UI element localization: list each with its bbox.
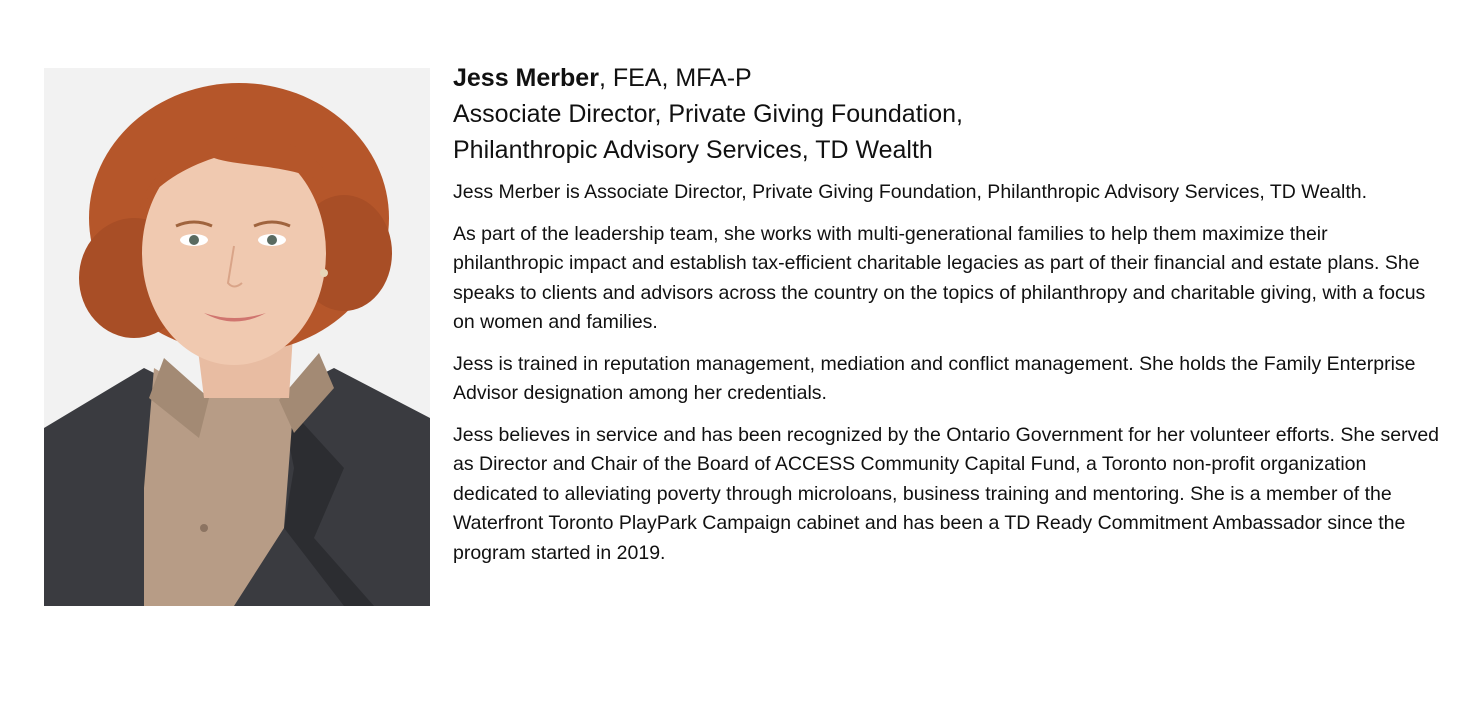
bio-paragraph-role: As part of the leadership team, she works with multi-generational families to help them maximize their philanthropic impact and establish tax-efficient charitable legacies as part of their financial and estate plans. She speaks to clients and advisors across the country on the topics of philanthropy and charitable giving, with a focus on women and families. <box>453 222 1426 333</box>
profile-header <box>453 60 1443 168</box>
job-title-line-2: Philanthropic Advisory Services, TD Wealth <box>453 136 933 164</box>
iris-right <box>267 235 277 245</box>
bio-section <box>453 60 1443 580</box>
blouse-button <box>200 524 208 532</box>
profile-name: Jess Merber <box>453 64 599 92</box>
bio-paragraph-service: Jess believes in service and has been recognized by the Ontario Government for her volunteer efforts. She served as Director and Chair of the Board of ACCESS Community Capital Fund, a Toronto non-profit organization dedicated to alleviating poverty through microloans, business training and mentoring. She is a member of the Waterfront Toronto PlayPark Campaign cabinet and has been a TD Ready Commitment Ambassador since the program started in 2019. <box>453 423 1440 564</box>
profile-credentials: , FEA, MFA-P <box>598 64 752 92</box>
name-line <box>453 60 1443 96</box>
portrait-illustration <box>44 68 430 606</box>
iris-left <box>189 235 199 245</box>
earring <box>320 269 328 277</box>
bio-paragraph-intro: Jess Merber is Associate Director, Private Giving Foundation, Philanthropic Advisory Services, TD Wealth. <box>453 181 1367 203</box>
job-title-line-1: Associate Director, Private Giving Foundation, <box>453 100 963 128</box>
bio-paragraph-training: Jess is trained in reputation management, mediation and conflict management. She holds the Family Enterprise Advisor designation among her credentials. <box>453 352 1416 404</box>
portrait-photo <box>44 68 430 606</box>
